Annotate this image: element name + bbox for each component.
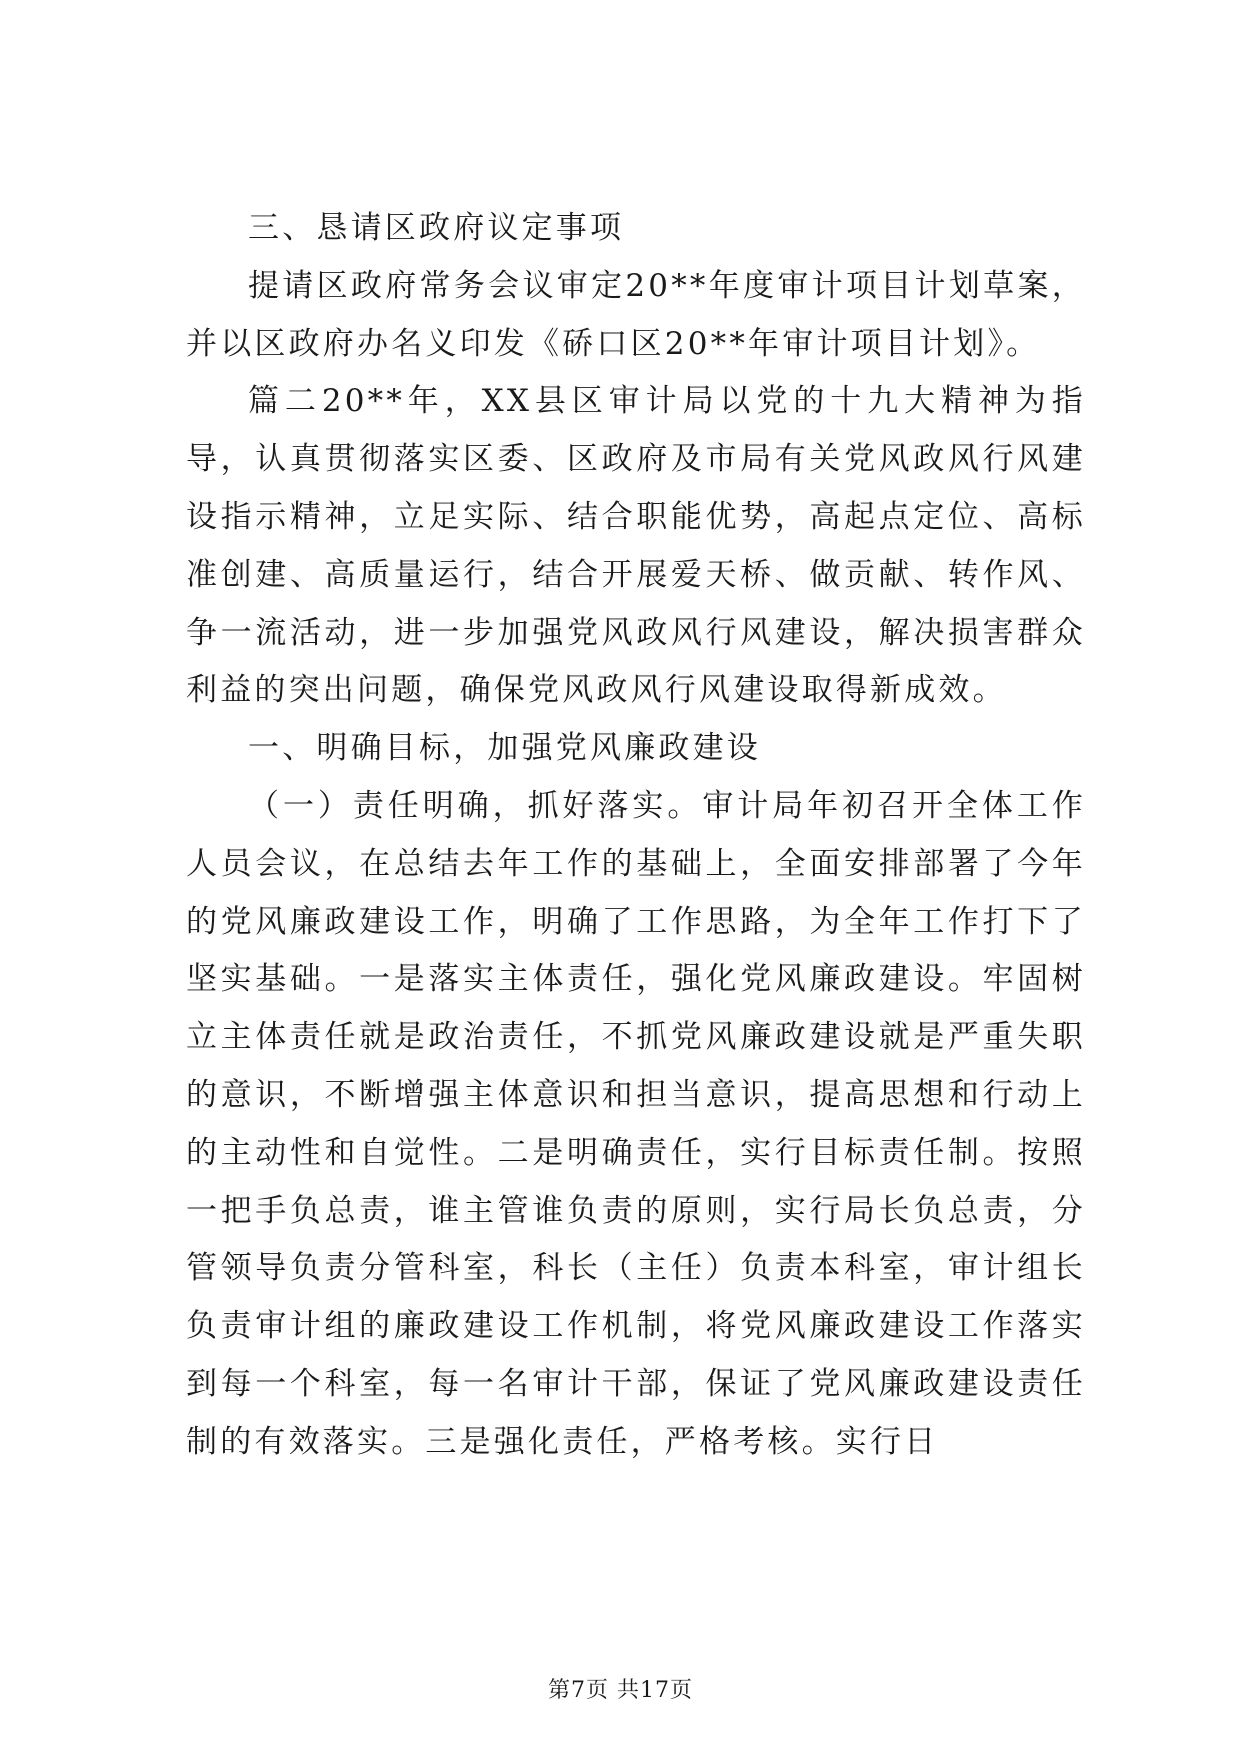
paragraph-article-two-intro: 篇二20**年，XX县区审计局以党的十九大精神为指导，认真贯彻落实区委、区政府及市局有关党风政风行风建设指示精神，立足实际、结合职能优势，高起点定位、高标准创建、高质量运行，结合开展爱天桥、做贡献、转作风、争一流活动，进一步加强党风政风行风建设，解决损害群众利益的突出问题，确保党风政风行风建设取得新成效。 [186,383,1086,709]
section-heading-3: 三、恳请区政府议定事项 [248,210,625,246]
document-body [186,200,1086,1472]
page-footer: 第7页 共17页 [548,1678,693,1703]
paragraph-request: 提请区政府常务会议审定20**年度审计项目计划草案，并以区政府办名义印发《硚口区20**年审计项目计划》。 [186,267,1086,362]
paragraph-responsibility: （一）责任明确，抓好落实。审计局年初召开全体工作人员会议，在总结去年工作的基础上，全面安排部署了今年的党风廉政建设工作，明确了工作思路，为全年工作打下了坚实基础。一是落实主体责任，强化党风廉政建设。牢固树立主体责任就是政治责任，不抓党风廉政建设就是严重失职的意识，不断增强主体意识和担当意识，提高思想和行动上的主动性和自觉性。二是明确责任，实行目标责任制。按照一把手负总责，谁主管谁负责的原则，实行局长负总责，分管领导负责分管科室，科长（主任）负责本科室，审计组长负责审计组的廉政建设工作机制，将党风廉政建设工作落实到每一个科室，每一名审计干部，保证了党风廉政建设责任制的有效落实。三是强化责任，严格考核。实行日 [186,787,1086,1460]
section-heading-1: 一、明确目标，加强党风廉政建设 [248,730,761,767]
